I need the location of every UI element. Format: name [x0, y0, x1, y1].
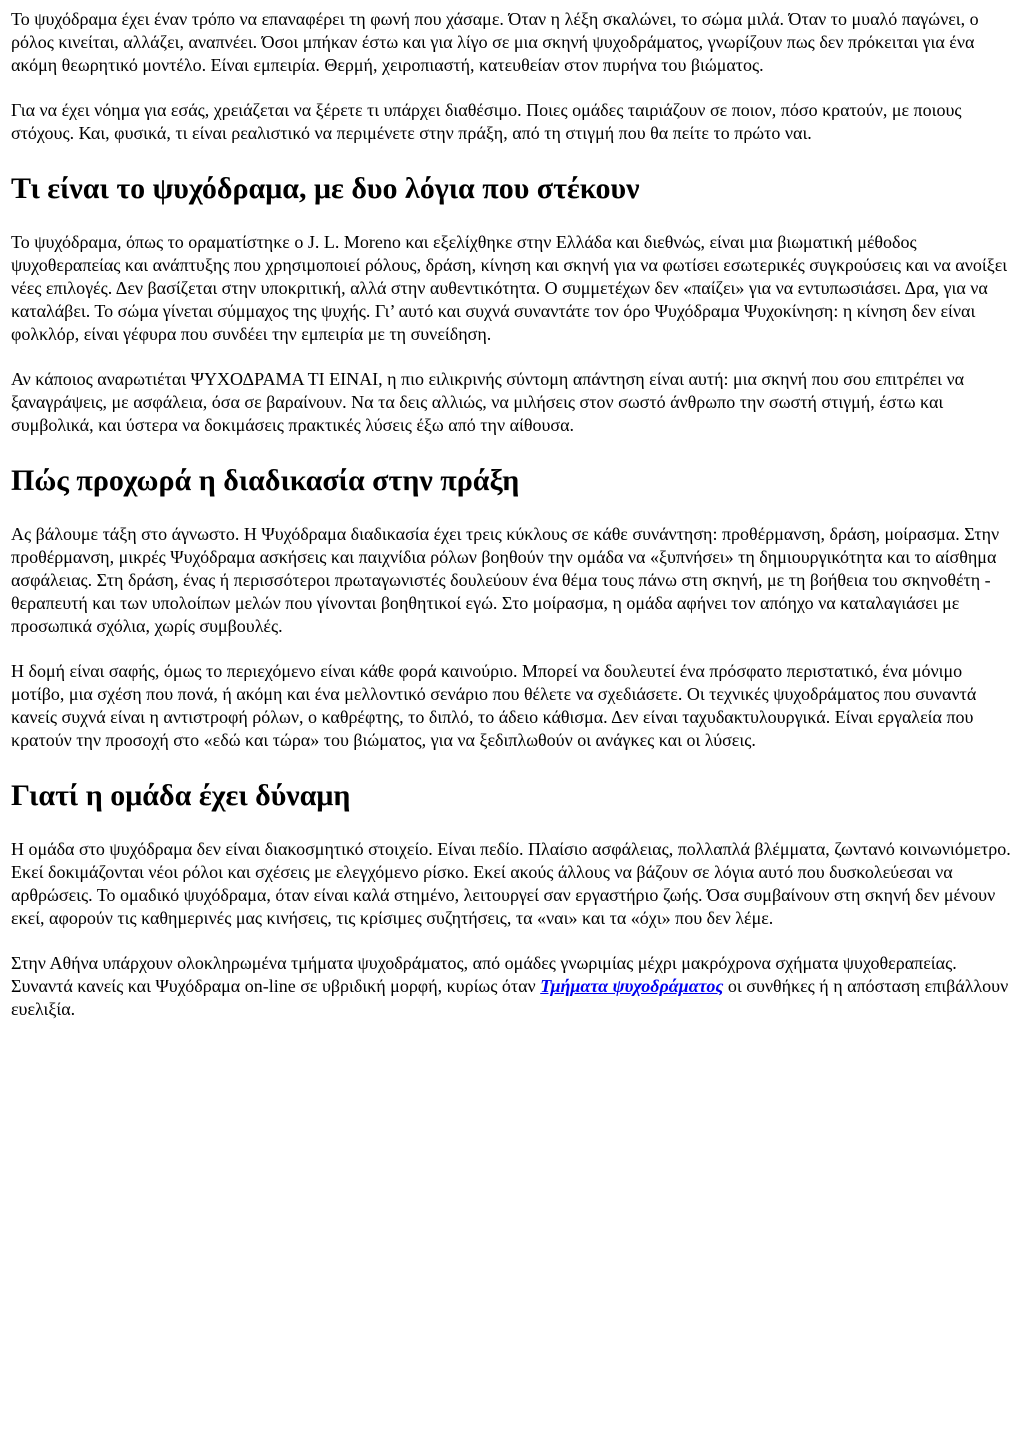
section-heading-what-is: Τι είναι το ψυχόδραμα, με δυο λόγια που στέκουν — [11, 172, 640, 205]
intro-paragraph: Το ψυχόδραμα έχει έναν τρόπο να επαναφέρει τη φωνή που χάσαμε. Όταν η λέξη σκαλώνει, το σώμα μιλά. Όταν το μυαλό παγώνει, ο ρόλος κινείται, αλλάζει, αναπνέει. Όσοι μπήκαν έστω και για λίγο σε μια σκηνή ψυχοδράματος, γνωρίζουν πως δεν πρόκειται για ένα ακόμη θεωρητικό μοντέλο. Είναι εμπειρία. Θερμή, χειροπιαστή, κατευθείαν στον πυρήνα του βιώματος. — [11, 9, 979, 75]
psychodrama-groups-link[interactable]: Τμήματα ψυχοδράματος — [540, 976, 724, 996]
paragraph: Η ομάδα στο ψυχόδραμα δεν είναι διακοσμητικό στοιχείο. Είναι πεδίο. Πλαίσιο ασφάλειας, πολλαπλά βλέμματα, ζωντανό κοινωνιόμετρο. Εκεί δοκιμάζονται νέοι ρόλοι και σχέσεις με ελεγχόμενο ρίσκο. Εκεί ακούς άλλους να βάζουν σε λόγια αυτό που δυσκολεύεσαι να αρθρώσεις. Το ομαδικό ψυχόδραμα, όταν είναι καλά στημένο, λειτουργεί σαν εργαστήριο ζωής. Όσα συμβαίνουν στη σκηνή δεν μένουν εκεί, αφορούν τις καθημερινές μας κινήσεις, τις κρίσιμες συζητήσεις, τα «ναι» και τα «όχι» που δεν λέμε. — [11, 839, 1011, 928]
paragraph: Ας βάλουμε τάξη στο άγνωστο. Η Ψυχόδραμα διαδικασία έχει τρεις κύκλους σε κάθε συνάντηση: προθέρμανση, δράση, μοίρασμα. Στην προθέρμανση, μικρές Ψυχόδραμα ασκήσεις και παιχνίδια ρόλων βοηθούν την ομάδα να «ξυπνήσει» τη δημιουργικότητα και το αίσθημα ασφάλειας. Στη δράση, ένας ή περισσότεροι πρωταγωνιστές δουλεύουν ένα θέμα τους πάνω στη σκηνή, με τη βοήθεια του σκηνοθέτη - θεραπευτή και των υπολοίπων μελών που γίνονται βοηθητικοί εγώ. Στο μοίρασμα, η ομάδα αφήνει τον απόηχο να καταλαγιάσει με προσωπικά σχόλια, χωρίς συμβουλές. — [11, 524, 1000, 636]
paragraph-text: οι συνθήκες ή η απόσταση επιβάλλουν ευελιξία. — [11, 976, 1009, 1019]
paragraph: Η δομή είναι σαφής, όμως το περιεχόμενο είναι κάθε φορά καινούριο. Μπορεί να δουλευτεί ένα πρόσφατο περιστατικό, ένα μόνιμο μοτίβο, μια σχέση που πονά, ή ακόμη και ένα μελλοντικό σενάριο που θέλετε να σχεδιάσετε. Οι τεχνικές ψυχοδράματος που συναντά κανείς συχνά είναι η αντιστροφή ρόλων, ο καθρέφτης, το διπλό, το άδειο κάθισμα. Δεν είναι ταχυδακτυλουργικά. Είναι εργαλεία που κρατούν την προσοχή στο «εδώ και τώρα» του βιώματος, για να ξεδιπλωθούν οι ανάγκες και οι λύσεις. — [11, 661, 977, 750]
paragraph: Αν κάποιος αναρωτιέται ΨΥΧΟΔΡΑΜΑ ΤΙ ΕΙΝΑΙ, η πιο ειλικρινής σύντομη απάντηση είναι αυτή: μια σκηνή που σου επιτρέπει να ξαναγράψεις, με ασφάλεια, όσα σε βαραίνουν. Να τα δεις αλλιώς, να μιλήσεις στον σωστό άνθρωπο την σωστή στιγμή, έστω και συμβολικά, και ύστερα να δοκιμάσεις πρακτικές λύσεις έξω από την αίθουσα. — [11, 369, 965, 435]
intro-paragraph-2: Για να έχει νόημα για εσάς, χρειάζεται να ξέρετε τι υπάρχει διαθέσιμο. Ποιες ομάδες ταιριάζουν σε ποιον, πόσο κρατούν, με ποιους στόχους. Και, φυσικά, τι είναι ρεαλιστικό να περιμένετε στην πράξη, από τη στιγμή που θα πείτε το πρώτο ναι. — [11, 100, 962, 143]
section-heading-group: Γιατί η ομάδα έχει δύναμη — [11, 779, 351, 812]
paragraph: Το ψυχόδραμα, όπως το οραματίστηκε ο J. L. Moreno και εξελίχθηκε στην Ελλάδα και διεθνώς, είναι μια βιωματική μέθοδος ψυχοθεραπείας και ανάπτυξης που χρησιμοποιεί ρόλους, δράση, κίνηση και σκηνή για να φωτίσει εσωτερικές συγκρούσεις και να ανοίξει νέες επιλογές. Δεν βασίζεται στην υποκριτική, αλλά στην αυθεντικότητα. Ο συμμετέχων δεν «παίζει» για να εντυπωσιάσει. Δρα, για να καταλάβει. Το σώμα γίνεται σύμμαχος της ψυχής. Γι’ αυτό και συχνά συναντάτε τον όρο Ψυχόδραμα Ψυχοκίνηση: η κίνηση δεν είναι φολκλόρ, είναι γέφυρα που συνδέει την εμπειρία με τη συνείδηση. — [11, 232, 1008, 344]
paragraph-with-link — [11, 952, 1013, 1021]
section-heading-process: Πώς προχωρά η διαδικασία στην πράξη — [11, 464, 520, 497]
paragraph-text: Στην Αθήνα υπάρχουν ολοκληρωμένα τμήματα ψυχοδράματος, από ομάδες γνωριμίας μέχρι μακρόχρονα σχήματα ψυχοθεραπείας. Συναντά κανείς και Ψυχόδραμα on-line σε υβριδική μορφή, κυρίως όταν — [11, 953, 957, 996]
